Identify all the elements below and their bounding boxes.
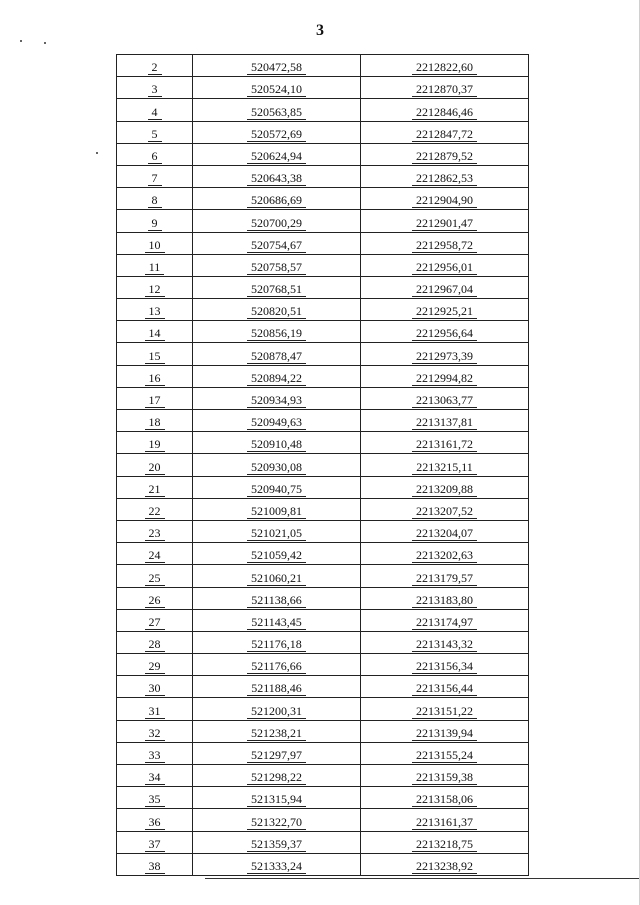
- cell-value: 17: [145, 394, 165, 408]
- table-row: [117, 99, 529, 121]
- point-number-cell: [117, 787, 193, 809]
- table-row: [117, 143, 529, 165]
- cell-value: 18: [145, 416, 165, 430]
- point-number-cell: [117, 121, 193, 143]
- cell-value: 2212925,21: [412, 305, 477, 319]
- point-number-cell: [117, 254, 193, 276]
- cell-value: 521298,22: [247, 771, 306, 785]
- x-coordinate-cell: [193, 365, 361, 387]
- table-row: [117, 676, 529, 698]
- table-row: [117, 742, 529, 764]
- cell-value: 6: [148, 150, 162, 164]
- y-coordinate-cell: [361, 654, 529, 676]
- table-row: [117, 720, 529, 742]
- cell-value: 25: [145, 572, 165, 586]
- cell-value: 2213218,75: [412, 838, 477, 852]
- cell-value: 2213137,81: [412, 416, 477, 430]
- y-coordinate-cell: [361, 55, 529, 77]
- point-number-cell: [117, 520, 193, 542]
- cell-value: 520472,58: [247, 61, 306, 75]
- cell-value: 521333,24: [247, 860, 306, 874]
- cell-value: 4: [148, 106, 162, 120]
- cell-value: 27: [145, 616, 165, 630]
- cell-value: 520934,93: [247, 394, 306, 408]
- scan-speck: [20, 40, 22, 42]
- cell-value: 33: [145, 749, 165, 763]
- cell-value: 2212994,82: [412, 372, 477, 386]
- cell-value: 31: [145, 705, 165, 719]
- point-number-cell: [117, 410, 193, 432]
- cell-value: 2212967,04: [412, 283, 477, 297]
- point-number-cell: [117, 742, 193, 764]
- point-number-cell: [117, 853, 193, 875]
- point-number-cell: [117, 299, 193, 321]
- point-number-cell: [117, 476, 193, 498]
- cell-value: 14: [145, 327, 165, 341]
- cell-value: 2213161,37: [412, 816, 477, 830]
- cell-value: 2212904,90: [412, 194, 477, 208]
- y-coordinate-cell: [361, 232, 529, 254]
- x-coordinate-cell: [193, 188, 361, 210]
- x-coordinate-cell: [193, 565, 361, 587]
- cell-value: 7: [148, 172, 162, 186]
- y-coordinate-cell: [361, 831, 529, 853]
- y-coordinate-cell: [361, 720, 529, 742]
- cell-value: 32: [145, 727, 165, 741]
- y-coordinate-cell: [361, 387, 529, 409]
- x-coordinate-cell: [193, 676, 361, 698]
- cell-value: 38: [145, 860, 165, 874]
- x-coordinate-cell: [193, 165, 361, 187]
- cell-value: 521200,31: [247, 705, 306, 719]
- cell-value: 5: [148, 128, 162, 142]
- table-row: [117, 77, 529, 99]
- cell-value: 520940,75: [247, 483, 306, 497]
- x-coordinate-cell: [193, 343, 361, 365]
- cell-value: 520758,57: [247, 261, 306, 275]
- cell-value: 520643,38: [247, 172, 306, 186]
- cell-value: 520754,67: [247, 239, 306, 253]
- cell-value: 520524,10: [247, 83, 306, 97]
- x-coordinate-cell: [193, 254, 361, 276]
- table-row: [117, 55, 529, 77]
- x-coordinate-cell: [193, 210, 361, 232]
- cell-value: 2212956,01: [412, 261, 477, 275]
- cell-value: 521238,21: [247, 727, 306, 741]
- cell-value: 2212973,39: [412, 350, 477, 364]
- cell-value: 520930,08: [247, 461, 306, 475]
- point-number-cell: [117, 321, 193, 343]
- cell-value: 30: [145, 682, 165, 696]
- x-coordinate-cell: [193, 742, 361, 764]
- x-coordinate-cell: [193, 454, 361, 476]
- x-coordinate-cell: [193, 476, 361, 498]
- cell-value: 23: [145, 527, 165, 541]
- table-row: [117, 809, 529, 831]
- cell-value: 2213151,22: [412, 705, 477, 719]
- y-coordinate-cell: [361, 809, 529, 831]
- table-row: [117, 787, 529, 809]
- page-number: 3: [316, 22, 324, 39]
- table-row: [117, 165, 529, 187]
- cell-value: 521059,42: [247, 549, 306, 563]
- cell-value: 2213156,44: [412, 682, 477, 696]
- y-coordinate-cell: [361, 454, 529, 476]
- cell-value: 520949,63: [247, 416, 306, 430]
- cell-value: 2213159,38: [412, 771, 477, 785]
- point-number-cell: [117, 565, 193, 587]
- coordinates-table-body: [117, 55, 529, 876]
- cell-value: 34: [145, 771, 165, 785]
- table-row: [117, 631, 529, 653]
- cell-value: 2213155,24: [412, 749, 477, 763]
- cell-value: 520894,22: [247, 372, 306, 386]
- x-coordinate-cell: [193, 543, 361, 565]
- x-coordinate-cell: [193, 831, 361, 853]
- y-coordinate-cell: [361, 742, 529, 764]
- cell-value: 521021,05: [247, 527, 306, 541]
- cell-value: 15: [145, 350, 165, 364]
- point-number-cell: [117, 498, 193, 520]
- table-row: [117, 765, 529, 787]
- cell-value: 2212870,37: [412, 83, 477, 97]
- cell-value: 2213238,92: [412, 860, 477, 874]
- table-row: [117, 498, 529, 520]
- point-number-cell: [117, 432, 193, 454]
- cell-value: 19: [145, 438, 165, 452]
- cell-value: 2213139,94: [412, 727, 477, 741]
- x-coordinate-cell: [193, 121, 361, 143]
- y-coordinate-cell: [361, 210, 529, 232]
- table-row: [117, 831, 529, 853]
- point-number-cell: [117, 188, 193, 210]
- point-number-cell: [117, 765, 193, 787]
- x-coordinate-cell: [193, 720, 361, 742]
- x-coordinate-cell: [193, 276, 361, 298]
- y-coordinate-cell: [361, 299, 529, 321]
- y-coordinate-cell: [361, 410, 529, 432]
- point-number-cell: [117, 232, 193, 254]
- y-coordinate-cell: [361, 121, 529, 143]
- cell-value: 13: [145, 305, 165, 319]
- x-coordinate-cell: [193, 99, 361, 121]
- y-coordinate-cell: [361, 276, 529, 298]
- cell-value: 2212879,52: [412, 150, 477, 164]
- cell-value: 2213158,06: [412, 793, 477, 807]
- point-number-cell: [117, 454, 193, 476]
- table-row: [117, 343, 529, 365]
- x-coordinate-cell: [193, 299, 361, 321]
- cell-value: 2: [148, 61, 162, 75]
- cell-value: 521315,94: [247, 793, 306, 807]
- table-row: [117, 654, 529, 676]
- cell-value: 521176,66: [247, 660, 306, 674]
- cell-value: 2213204,07: [412, 527, 477, 541]
- y-coordinate-cell: [361, 254, 529, 276]
- y-coordinate-cell: [361, 143, 529, 165]
- x-coordinate-cell: [193, 587, 361, 609]
- cell-value: 2212847,72: [412, 128, 477, 142]
- point-number-cell: [117, 698, 193, 720]
- cell-value: 2213207,52: [412, 505, 477, 519]
- y-coordinate-cell: [361, 498, 529, 520]
- cell-value: 520624,94: [247, 150, 306, 164]
- cell-value: 520563,85: [247, 106, 306, 120]
- cell-value: 2213143,32: [412, 638, 477, 652]
- point-number-cell: [117, 587, 193, 609]
- cell-value: 2213215,11: [412, 461, 477, 475]
- x-coordinate-cell: [193, 321, 361, 343]
- cell-value: 2213179,57: [412, 572, 477, 586]
- cell-value: 521138,66: [247, 594, 306, 608]
- x-coordinate-cell: [193, 410, 361, 432]
- cell-value: 520878,47: [247, 350, 306, 364]
- x-coordinate-cell: [193, 631, 361, 653]
- point-number-cell: [117, 831, 193, 853]
- cell-value: 37: [145, 838, 165, 852]
- table-row: [117, 276, 529, 298]
- cell-value: 11: [145, 261, 165, 275]
- point-number-cell: [117, 143, 193, 165]
- table-row: [117, 587, 529, 609]
- table-row: [117, 321, 529, 343]
- cell-value: 520820,51: [247, 305, 306, 319]
- point-number-cell: [117, 720, 193, 742]
- table-row: [117, 121, 529, 143]
- cell-value: 2212956,64: [412, 327, 477, 341]
- table-row: [117, 543, 529, 565]
- table-row: [117, 365, 529, 387]
- table-row: [117, 698, 529, 720]
- y-coordinate-cell: [361, 188, 529, 210]
- x-coordinate-cell: [193, 609, 361, 631]
- cell-value: 10: [145, 239, 165, 253]
- cell-value: 2212862,53: [412, 172, 477, 186]
- table-row: [117, 232, 529, 254]
- cell-value: 2212958,72: [412, 239, 477, 253]
- cell-value: 20: [145, 461, 165, 475]
- point-number-cell: [117, 809, 193, 831]
- y-coordinate-cell: [361, 676, 529, 698]
- footer-rule: [205, 878, 640, 879]
- cell-value: 521359,37: [247, 838, 306, 852]
- cell-value: 521188,46: [247, 682, 306, 696]
- table-row: [117, 410, 529, 432]
- y-coordinate-cell: [361, 476, 529, 498]
- y-coordinate-cell: [361, 698, 529, 720]
- x-coordinate-cell: [193, 432, 361, 454]
- table-row: [117, 565, 529, 587]
- cell-value: 36: [145, 816, 165, 830]
- y-coordinate-cell: [361, 765, 529, 787]
- cell-value: 520768,51: [247, 283, 306, 297]
- table-row: [117, 476, 529, 498]
- cell-value: 2212822,60: [412, 61, 477, 75]
- y-coordinate-cell: [361, 365, 529, 387]
- cell-value: 29: [145, 660, 165, 674]
- y-coordinate-cell: [361, 99, 529, 121]
- cell-value: 8: [148, 194, 162, 208]
- cell-value: 2212846,46: [412, 106, 477, 120]
- y-coordinate-cell: [361, 543, 529, 565]
- table-row: [117, 387, 529, 409]
- y-coordinate-cell: [361, 343, 529, 365]
- cell-value: 520700,29: [247, 217, 306, 231]
- cell-value: 35: [145, 793, 165, 807]
- x-coordinate-cell: [193, 387, 361, 409]
- point-number-cell: [117, 631, 193, 653]
- table-row: [117, 520, 529, 542]
- cell-value: 520572,69: [247, 128, 306, 142]
- cell-value: 22: [145, 505, 165, 519]
- x-coordinate-cell: [193, 232, 361, 254]
- cell-value: 2213156,34: [412, 660, 477, 674]
- y-coordinate-cell: [361, 165, 529, 187]
- cell-value: 521060,21: [247, 572, 306, 586]
- cell-value: 2213174,97: [412, 616, 477, 630]
- cell-value: 521297,97: [247, 749, 306, 763]
- scan-speck: [44, 42, 46, 44]
- table-row: [117, 254, 529, 276]
- cell-value: 2213063,77: [412, 394, 477, 408]
- point-number-cell: [117, 654, 193, 676]
- point-number-cell: [117, 77, 193, 99]
- table-row: [117, 454, 529, 476]
- x-coordinate-cell: [193, 809, 361, 831]
- y-coordinate-cell: [361, 631, 529, 653]
- y-coordinate-cell: [361, 321, 529, 343]
- point-number-cell: [117, 55, 193, 77]
- point-number-cell: [117, 343, 193, 365]
- x-coordinate-cell: [193, 787, 361, 809]
- point-number-cell: [117, 387, 193, 409]
- table-row: [117, 299, 529, 321]
- point-number-cell: [117, 99, 193, 121]
- cell-value: 520856,19: [247, 327, 306, 341]
- y-coordinate-cell: [361, 432, 529, 454]
- x-coordinate-cell: [193, 498, 361, 520]
- y-coordinate-cell: [361, 853, 529, 875]
- x-coordinate-cell: [193, 853, 361, 875]
- cell-value: 521176,18: [247, 638, 306, 652]
- cell-value: 521009,81: [247, 505, 306, 519]
- table-row: [117, 188, 529, 210]
- cell-value: 21: [145, 483, 165, 497]
- cell-value: 521143,45: [247, 616, 306, 630]
- point-number-cell: [117, 609, 193, 631]
- cell-value: 2213202,63: [412, 549, 477, 563]
- point-number-cell: [117, 676, 193, 698]
- cell-value: 2213183,80: [412, 594, 477, 608]
- table-row: [117, 210, 529, 232]
- cell-value: 3: [148, 83, 162, 97]
- point-number-cell: [117, 165, 193, 187]
- cell-value: 2212901,47: [412, 217, 477, 231]
- cell-value: 9: [148, 217, 162, 231]
- x-coordinate-cell: [193, 77, 361, 99]
- cell-value: 12: [145, 283, 165, 297]
- cell-value: 520910,48: [247, 438, 306, 452]
- table-row: [117, 609, 529, 631]
- cell-value: 24: [145, 549, 165, 563]
- cell-value: 16: [145, 372, 165, 386]
- y-coordinate-cell: [361, 787, 529, 809]
- x-coordinate-cell: [193, 520, 361, 542]
- x-coordinate-cell: [193, 654, 361, 676]
- point-number-cell: [117, 276, 193, 298]
- cell-value: 520686,69: [247, 194, 306, 208]
- x-coordinate-cell: [193, 698, 361, 720]
- cell-value: 26: [145, 594, 165, 608]
- x-coordinate-cell: [193, 143, 361, 165]
- cell-value: 2213161,72: [412, 438, 477, 452]
- cell-value: 28: [145, 638, 165, 652]
- scan-speck: [96, 152, 98, 154]
- table-row: [117, 853, 529, 875]
- point-number-cell: [117, 365, 193, 387]
- x-coordinate-cell: [193, 765, 361, 787]
- y-coordinate-cell: [361, 565, 529, 587]
- y-coordinate-cell: [361, 77, 529, 99]
- point-number-cell: [117, 543, 193, 565]
- y-coordinate-cell: [361, 520, 529, 542]
- point-number-cell: [117, 210, 193, 232]
- y-coordinate-cell: [361, 609, 529, 631]
- coordinates-table: [116, 54, 529, 876]
- table-row: [117, 432, 529, 454]
- cell-value: 2213209,88: [412, 483, 477, 497]
- y-coordinate-cell: [361, 587, 529, 609]
- x-coordinate-cell: [193, 55, 361, 77]
- cell-value: 521322,70: [247, 816, 306, 830]
